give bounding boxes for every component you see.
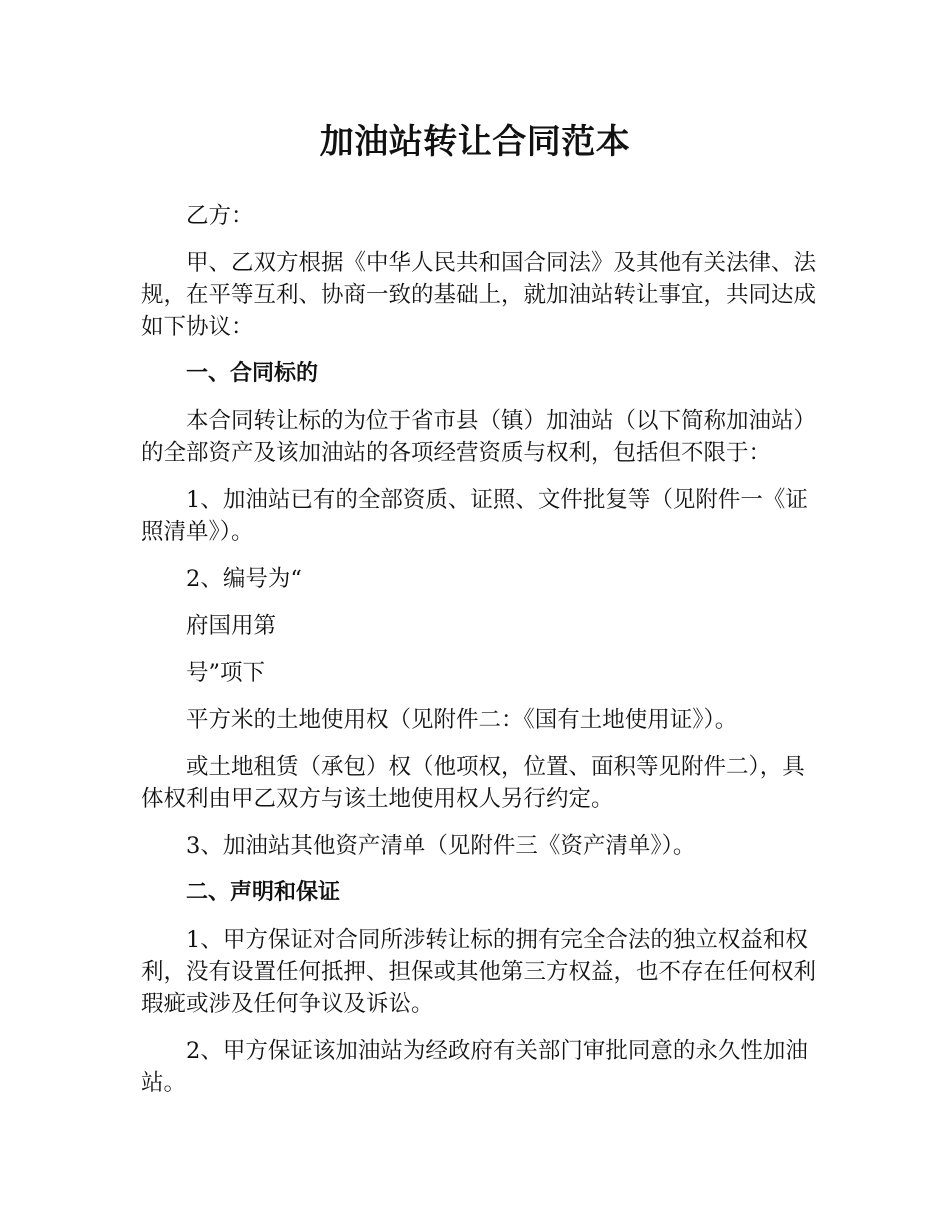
- section2-item2: 2、甲方保证该加油站为经政府有关部门审批同意的永久性加油站。: [141, 1038, 808, 1096]
- document-body: [141, 200, 821, 1114]
- section1-item2-line3: 号”项下: [186, 660, 266, 686]
- section1-item2-line5: 或土地租赁（承包）权（他项权，位置、面积等见附件二），具体权利由甲乙双方与该土地使用权人另行约定。: [141, 754, 805, 812]
- section1-body: 本合同转让标的为位于省市县（镇）加油站（以下简称加油站）的全部资产及该加油站的各项经营资质与权利，包括但不限于：: [141, 408, 817, 466]
- section2-item1: 1、甲方保证对合同所涉转让标的拥有完全合法的独立权益和权利，没有设置任何抵押、担保或其他第三方权益，也不存在任何权利瑕疵或涉及任何争议及诉讼。: [141, 927, 817, 1017]
- party-b-line: 乙方：: [186, 203, 254, 229]
- section1-item2-line2: 府国用第: [186, 613, 277, 639]
- intro-paragraph: 甲、乙双方根据《中华人民共和国合同法》及其他有关法律、法规，在平等互利、协商一致的基础上，就加油站转让事宜，共同达成如下协议：: [141, 250, 817, 340]
- section1-item2-line1: 2、编号为“: [186, 566, 302, 592]
- section1-item2-line4: 平方米的土地使用权（见附件二：《国有土地使用证》）。: [186, 707, 738, 733]
- section1-heading: 一、合同标的: [186, 361, 319, 386]
- section1-item1: 1、加油站已有的全部资质、证照、文件批复等（见附件一《证照清单》）。: [141, 487, 808, 545]
- section1-item3: 3、加油站其他资产清单（见附件三《资产清单》）。: [186, 833, 696, 859]
- section2-heading: 二、声明和保证: [186, 880, 341, 905]
- document-title: 加油站转让合同范本: [319, 122, 631, 162]
